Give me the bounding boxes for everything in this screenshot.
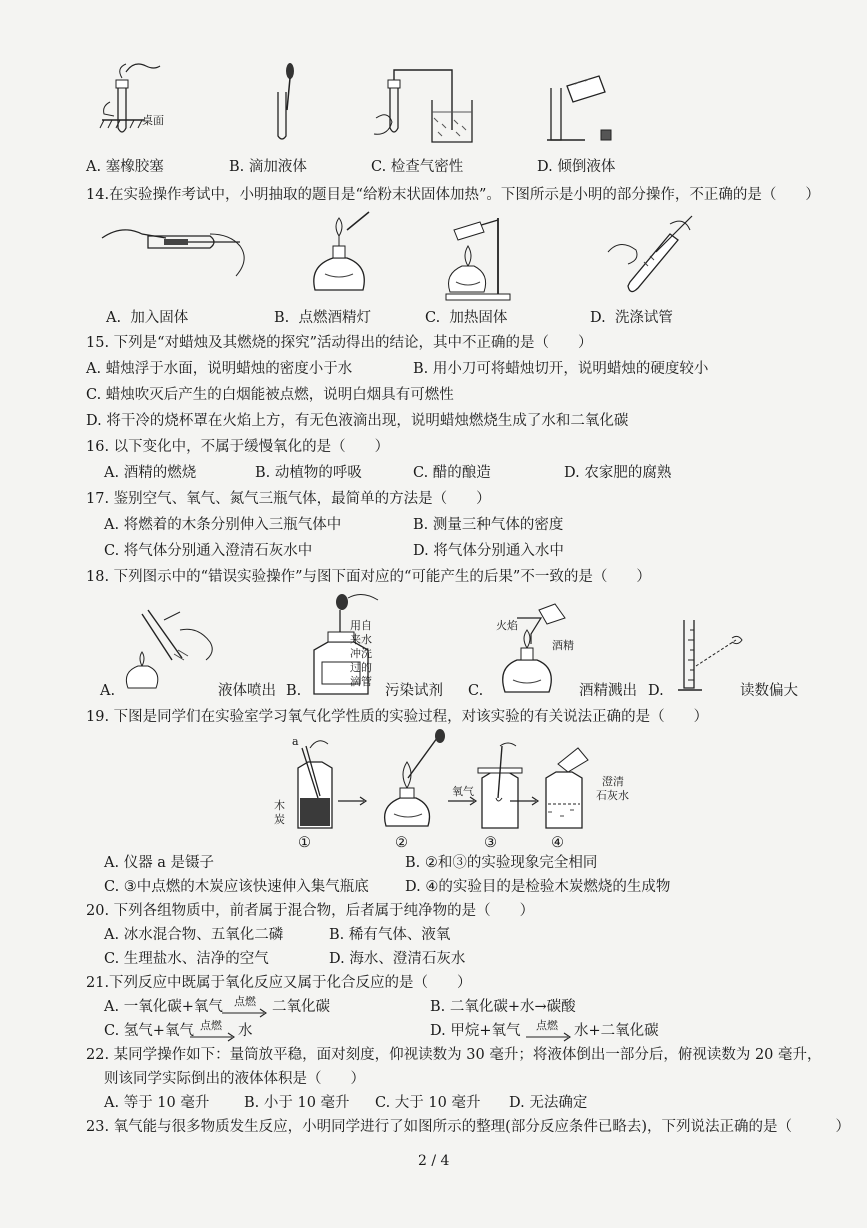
q19-label-oxygen: 氧气 bbox=[452, 785, 474, 798]
q18-b-note-line2: 来水 bbox=[350, 633, 372, 646]
q14-figure-c-heat bbox=[440, 208, 520, 304]
q18-option-d-result: 读数偏大 bbox=[740, 683, 798, 699]
q19-label-limewater-1: 澄清 bbox=[602, 775, 624, 788]
q19-label-charcoal-2: 炭 bbox=[274, 813, 285, 826]
q19-figure-step3 bbox=[474, 742, 524, 834]
q17-option-c: C. 将气体分别通入澄清石灰水中 bbox=[104, 543, 313, 559]
q20-option-d: D. 海水、澄清石灰水 bbox=[329, 951, 466, 967]
q17-stem: 17. 鉴别空气、氧气、氮气三瓶气体，最简单的方法是（ ） bbox=[86, 491, 491, 507]
page-number: 2 / 4 bbox=[418, 1153, 450, 1169]
q22-option-a: A. 等于 10 毫升 bbox=[104, 1095, 210, 1111]
q18-option-c-label: C. bbox=[468, 683, 484, 699]
q21-option-d-arrow bbox=[526, 1033, 572, 1041]
q14-figure-a-add-solid bbox=[100, 218, 260, 288]
q21-option-c-left: C. 氢气+氧气 bbox=[104, 1023, 194, 1039]
q15-option-d: D. 将干冷的烧杯罩在火焰上方，有无色液滴出现，说明蜡烛燃烧生成了水和二氧化碳 bbox=[86, 413, 629, 429]
q13-desk-label: 桌面 bbox=[142, 114, 164, 127]
q19-label-charcoal-1: 木 bbox=[274, 799, 285, 812]
q19-option-d: D. ④的实验目的是检验木炭燃烧的生成物 bbox=[405, 879, 671, 895]
q21-option-d-condition: 点燃 bbox=[536, 1019, 558, 1032]
q19-figure-step4 bbox=[538, 742, 608, 834]
q19-option-a: A. 仪器 a 是镊子 bbox=[104, 855, 215, 871]
q20-option-a: A. 冰水混合物、五氧化二磷 bbox=[104, 927, 284, 943]
q18-b-note-line1: 用自 bbox=[350, 619, 372, 632]
q14-option-c: C. 加热固体 bbox=[425, 310, 508, 326]
q17-option-a: A. 将燃着的木条分别伸入三瓶气体中 bbox=[104, 517, 342, 533]
q13-figure-c-airtight bbox=[368, 66, 478, 146]
q21-option-c-condition: 点燃 bbox=[200, 1019, 222, 1032]
q18-option-a-result: 液体喷出 bbox=[218, 683, 276, 699]
q21-option-b: B. 二氧化碳+水→碳酸 bbox=[430, 999, 576, 1015]
q20-option-b: B. 稀有气体、液氧 bbox=[329, 927, 451, 943]
q18-option-b-label: B. bbox=[286, 683, 302, 699]
q22-option-d: D. 无法确定 bbox=[509, 1095, 588, 1111]
q21-option-d-right: 水+二氧化碳 bbox=[574, 1023, 659, 1039]
q22-option-c: C. 大于 10 毫升 bbox=[375, 1095, 481, 1111]
q19-arrow-3 bbox=[510, 796, 540, 806]
q21-option-d-left: D. 甲烷+氧气 bbox=[430, 1023, 521, 1039]
q13-option-c: C. 检查气密性 bbox=[371, 159, 464, 175]
q18-option-a-label: A. bbox=[100, 683, 116, 699]
q13-option-a: A. 塞橡胶塞 bbox=[86, 159, 164, 175]
q18-stem: 18. 下列图示中的“错误实验操作”与图下面对应的“可能产生的后果”不一致的是（ ） bbox=[86, 569, 651, 585]
q18-option-b-result: 污染试剂 bbox=[385, 683, 443, 699]
q21-option-a-left: A. 一氧化碳+氧气 bbox=[104, 999, 223, 1015]
q18-b-note-line5: 滴管 bbox=[350, 675, 372, 688]
q21-option-c-right: 水 bbox=[238, 1023, 253, 1039]
q13-figure-a-stopper bbox=[100, 58, 170, 140]
q16-stem: 16. 以下变化中，不属于缓慢氧化的是（ ） bbox=[86, 439, 390, 455]
q19-arrow-1 bbox=[338, 796, 368, 806]
q19-option-c: C. ③中点燃的木炭应该快速伸入集气瓶底 bbox=[104, 879, 369, 895]
q19-figure-step2 bbox=[378, 728, 448, 834]
q22-stem-line1: 22. 某同学操作如下：量筒放平稳，面对刻度，仰视读数为 30 毫升；将液体倒出一部分后，俯视读数为 20 毫升， bbox=[86, 1047, 822, 1063]
q15-option-b: B. 用小刀可将蜡烛切开，说明蜡烛的硬度较小 bbox=[413, 361, 709, 377]
q16-option-c: C. 醋的酿造 bbox=[413, 465, 491, 481]
q19-figure-step1 bbox=[288, 735, 338, 834]
q21-option-a-condition: 点燃 bbox=[234, 995, 256, 1008]
q19-label-a: a bbox=[292, 735, 299, 748]
q18-figure-d-cylinder bbox=[670, 616, 750, 696]
q18-option-d-label: D. bbox=[648, 683, 664, 699]
q14-option-d: D. 洗涤试管 bbox=[590, 310, 673, 326]
q19-step1-number: ① bbox=[298, 835, 311, 851]
q21-option-c-arrow bbox=[190, 1033, 236, 1041]
q23-stem: 23. 氧气能与很多物质发生反应，小明同学进行了如图所示的整理(部分反应条件已略去)，下列说法正确的是（ ） bbox=[86, 1119, 850, 1135]
q16-option-a: A. 酒精的燃烧 bbox=[104, 465, 197, 481]
q22-option-b: B. 小于 10 毫升 bbox=[244, 1095, 350, 1111]
q21-option-a-arrow bbox=[222, 1009, 268, 1017]
q13-figure-b-dropper bbox=[270, 62, 300, 144]
q21-option-a-right: 二氧化碳 bbox=[272, 999, 330, 1015]
q19-step3-number: ③ bbox=[484, 835, 497, 851]
q19-option-b: B. ②和③的实验现象完全相同 bbox=[405, 855, 598, 871]
q17-option-d: D. 将气体分别通入水中 bbox=[413, 543, 564, 559]
q22-stem-line2: 则该同学实际倒出的液体体积是（ ） bbox=[104, 1071, 365, 1087]
q14-option-a: A. 加入固体 bbox=[106, 310, 189, 326]
q13-option-d: D. 倾倒液体 bbox=[537, 159, 616, 175]
q13-figure-d-pour bbox=[545, 68, 620, 148]
q16-option-b: B. 动植物的呼吸 bbox=[255, 465, 362, 481]
q21-stem: 21.下列反应中既属于氧化反应又属于化合反应的是（ ） bbox=[86, 975, 472, 991]
q14-option-b: B. 点燃酒精灯 bbox=[274, 310, 371, 326]
q19-stem: 19. 下图是同学们在实验室学习氧气化学性质的实验过程，对该实验的有关说法正确的是（ ） bbox=[86, 709, 709, 725]
q20-stem: 20. 下列各组物质中，前者属于混合物，后者属于纯净物的是（ ） bbox=[86, 903, 535, 919]
q20-option-c: C. 生理盐水、洁净的空气 bbox=[104, 951, 269, 967]
q13-option-b: B. 滴加液体 bbox=[229, 159, 307, 175]
q14-figure-b-lamp bbox=[305, 210, 375, 298]
q15-stem: 15. 下列是“对蜡烛及其燃烧的探究”活动得出的结论，其中不正确的是（ ） bbox=[86, 335, 593, 351]
q18-figure-b-dropper-bottle bbox=[308, 590, 388, 700]
q17-option-b: B. 测量三种气体的密度 bbox=[413, 517, 564, 533]
q18-figure-a-heating-liquid bbox=[120, 600, 220, 692]
q15-option-a: A. 蜡烛浮于水面，说明蜡烛的密度小于水 bbox=[86, 361, 353, 377]
q18-b-note-line4: 过的 bbox=[350, 661, 372, 674]
q18-c-alcohol-label: 酒精 bbox=[552, 639, 574, 652]
q14-stem: 14.在实验操作考试中，小明抽取的题目是“给粉末状固体加热”。下图所示是小明的部分操作，不正确的是（ ） bbox=[86, 187, 820, 203]
q18-option-c-result: 酒精溅出 bbox=[579, 683, 637, 699]
q19-label-limewater-2: 石灰水 bbox=[596, 789, 629, 802]
q18-b-note-line3: 冲洗 bbox=[350, 647, 372, 660]
q16-option-d: D. 农家肥的腐熟 bbox=[564, 465, 672, 481]
q19-step2-number: ② bbox=[395, 835, 408, 851]
q14-figure-d-wash bbox=[600, 212, 700, 302]
q18-c-fire-label: 火焰 bbox=[496, 619, 518, 632]
q19-step4-number: ④ bbox=[551, 835, 564, 851]
q15-option-c: C. 蜡烛吹灭后产生的白烟能被点燃，说明白烟具有可燃性 bbox=[86, 387, 454, 403]
